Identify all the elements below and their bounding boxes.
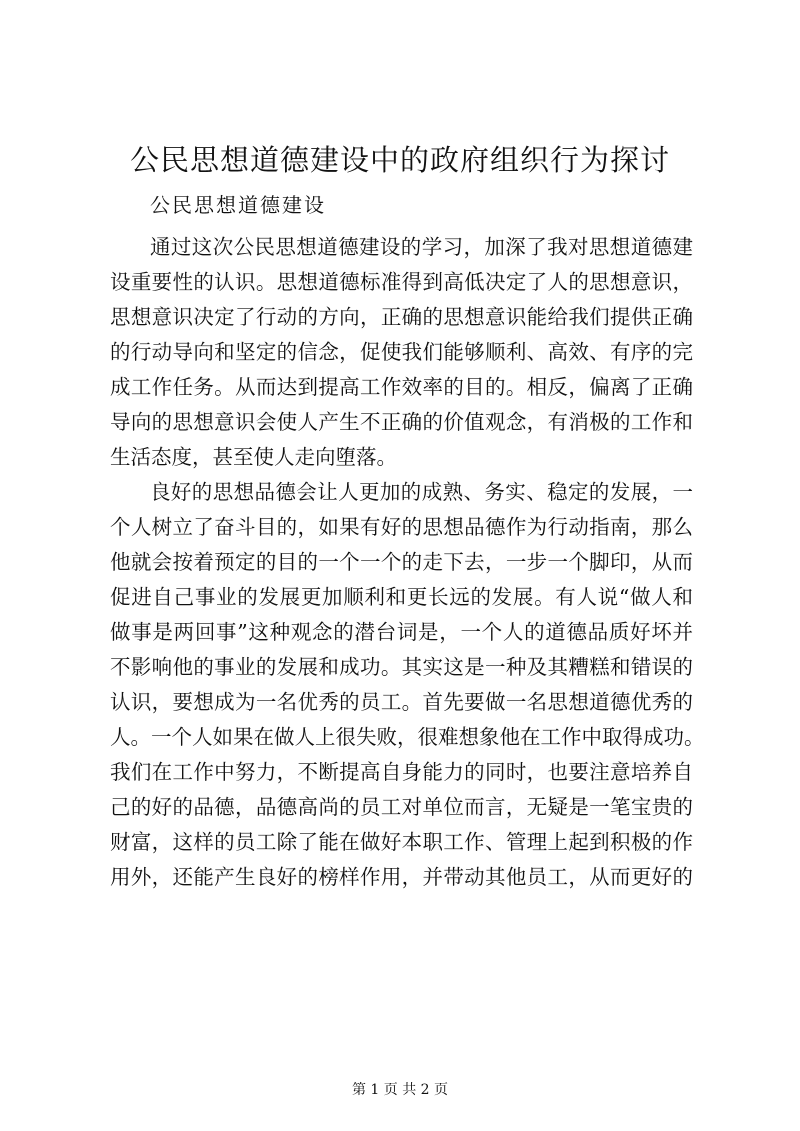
body-line: 通过这次公民思想道德建设的学习，加深了我对思想道德建 <box>150 235 693 259</box>
document-title: 公民思想道德建设中的政府组织行为探讨 <box>129 143 670 177</box>
body-line: 不影响他的事业的发展和成功。其实这是一种及其糟糕和错误的 <box>110 655 693 679</box>
body-line: 成工作任务。从而达到提高工作效率的目的。相反，偏离了正确 <box>110 375 693 399</box>
body-line: 财富，这样的员工除了能在做好本职工作、管理上起到积极的作 <box>110 830 693 854</box>
body-line: 认识，要想成为一名优秀的员工。首先要做一名思想道德优秀的 <box>110 690 693 714</box>
body-line: 的行动导向和坚定的信念，促使我们能够顺利、高效、有序的完 <box>110 340 693 364</box>
body-line: 设重要性的认识。思想道德标准得到高低决定了人的思想意识， <box>110 270 693 294</box>
page-footer: 第 1 页 共 2 页 <box>351 1082 449 1098</box>
body-line: 我们在工作中努力，不断提高自身能力的同时，也要注意培养自 <box>110 760 693 784</box>
body-line: 良好的思想品德会让人更加的成熟、务实、稳定的发展，一 <box>150 480 693 504</box>
body-line: 做事是两回事”这种观念的潜台词是，一个人的道德品质好坏并 <box>110 620 693 644</box>
body-line: 人。一个人如果在做人上很失败，很难想象他在工作中取得成功。 <box>110 725 705 749</box>
body-line: 他就会按着预定的目的一个一个的走下去，一步一个脚印，从而 <box>110 550 693 574</box>
body-line: 生活态度，甚至使人走向堕落。 <box>110 445 397 469</box>
body-line: 用外，还能产生良好的榜样作用，并带动其他员工，从而更好的 <box>110 865 693 889</box>
body-line: 己的好的品德，品德高尚的员工对单位而言，无疑是一笔宝贵的 <box>110 795 693 819</box>
body-line: 促进自己事业的发展更加顺利和更长远的发展。有人说“做人和 <box>110 585 693 609</box>
body-line: 思想意识决定了行动的方向，正确的思想意识能给我们提供正确 <box>110 305 693 329</box>
body-line: 导向的思想意识会使人产生不正确的价值观念，有消极的工作和 <box>110 410 693 434</box>
document-subtitle: 公民思想道德建设 <box>150 193 326 217</box>
body-line: 个人树立了奋斗目的，如果有好的思想品德作为行动指南，那么 <box>110 515 693 539</box>
